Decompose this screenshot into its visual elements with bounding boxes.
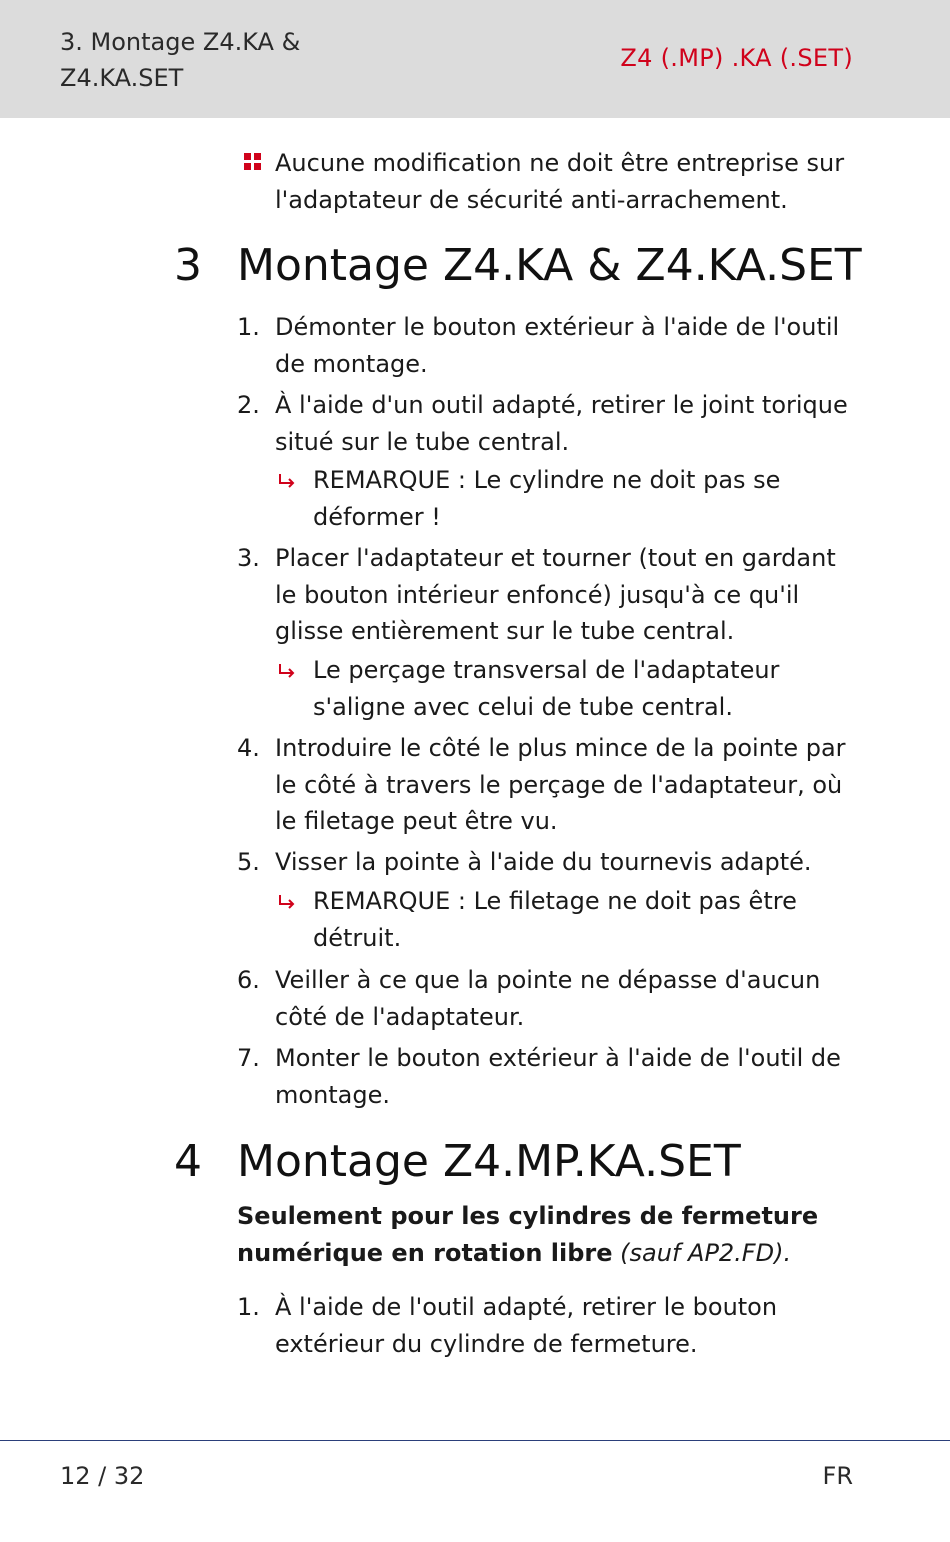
step-number: 5. bbox=[237, 848, 260, 876]
step-text: À l'aide d'un outil adapté, retirer le joint torique situé sur le tube central. bbox=[275, 391, 848, 456]
section-3-title: Montage Z4.KA & Z4.KA.SET bbox=[237, 240, 862, 291]
lead-italic-text: (sauf AP2.FD). bbox=[620, 1238, 792, 1267]
step-number: 1. bbox=[237, 1293, 260, 1321]
step-text: À l'aide de l'outil adapté, retirer le bouton extérieur du cylindre de fermeture. bbox=[275, 1293, 778, 1358]
step-text: Placer l'adaptateur et tourner (tout en gardant le bouton intérieur enfoncé) jusqu'à ce qu'il glisse entièrement sur le tube central. bbox=[275, 544, 836, 645]
step-number: 2. bbox=[237, 391, 260, 419]
section-4-number: 4 bbox=[174, 1136, 202, 1187]
section-3-number: 3 bbox=[174, 240, 202, 291]
result-arrow-icon bbox=[277, 472, 297, 492]
footer-divider bbox=[0, 1440, 950, 1441]
step-number: 6. bbox=[237, 966, 260, 994]
section-4-title: Montage Z4.MP.KA.SET bbox=[237, 1136, 741, 1187]
step-number: 1. bbox=[237, 313, 260, 341]
step-text: Monter le bouton extérieur à l'aide de l'outil de montage. bbox=[275, 1044, 841, 1109]
header-product-code: Z4 (.MP) .KA (.SET) bbox=[620, 44, 853, 72]
language-code: FR bbox=[822, 1462, 853, 1490]
step-note: Le perçage transversal de l'adaptateur s'aligne avec celui de tube central. bbox=[313, 656, 780, 721]
step-number: 4. bbox=[237, 734, 260, 762]
step-number: 3. bbox=[237, 544, 260, 572]
page-header bbox=[0, 0, 950, 118]
section-4-lead bbox=[237, 1198, 857, 1271]
result-arrow-icon bbox=[277, 662, 297, 682]
page-number: 12 / 32 bbox=[60, 1462, 145, 1490]
lead-bold-text: Seulement pour les cylindres de fermeture numérique en rotation libre bbox=[237, 1202, 819, 1267]
step-text: Démonter le bouton extérieur à l'aide de l'outil de montage. bbox=[275, 313, 840, 378]
step-text: Veiller à ce que la pointe ne dépasse d'aucun côté de l'adaptateur. bbox=[275, 966, 821, 1031]
result-arrow-icon bbox=[277, 893, 297, 913]
step-note: REMARQUE : Le filetage ne doit pas être détruit. bbox=[313, 887, 797, 952]
step-number: 7. bbox=[237, 1044, 260, 1072]
square-bullet-icon bbox=[244, 153, 262, 171]
step-note: REMARQUE : Le cylindre ne doit pas se déformer ! bbox=[313, 466, 781, 531]
header-section-title: 3. Montage Z4.KA & Z4.KA.SET bbox=[60, 28, 301, 92]
step-text: Introduire le côté le plus mince de la pointe par le côté à travers le perçage de l'adaptateur, où le filetage peut être vu. bbox=[275, 734, 846, 835]
step-text: Visser la pointe à l'aide du tournevis adapté. bbox=[275, 848, 812, 876]
intro-text: Aucune modification ne doit être entreprise sur l'adaptateur de sécurité anti-arrachement. bbox=[275, 149, 845, 214]
